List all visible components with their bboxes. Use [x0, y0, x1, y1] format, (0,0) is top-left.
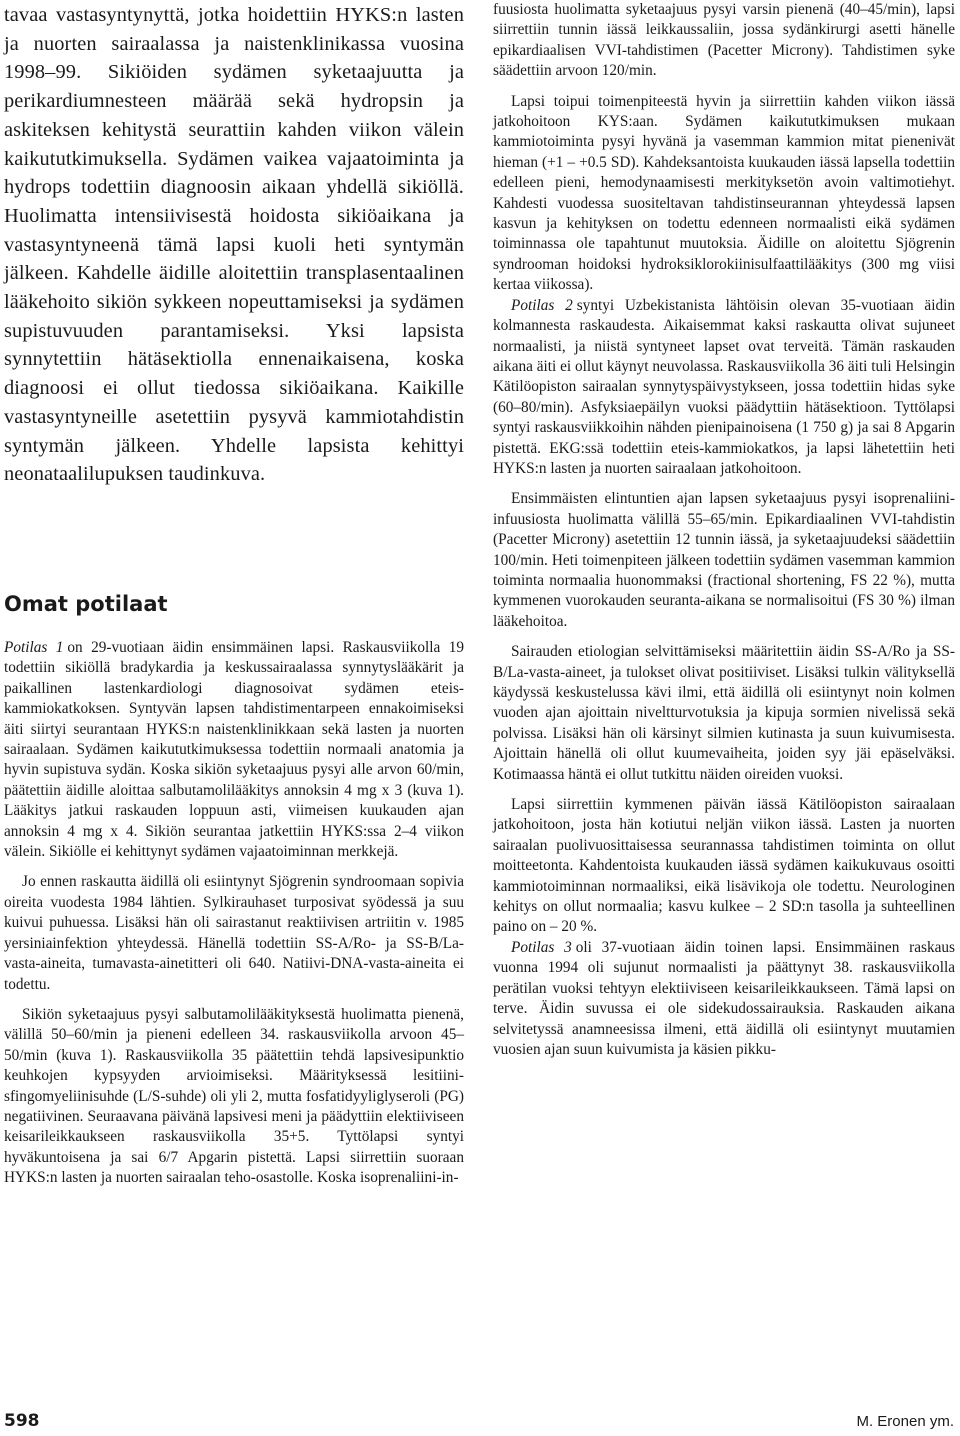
- case-1-label: Potilas 1: [4, 639, 64, 656]
- case-3-label: Potilas 3: [511, 938, 572, 956]
- case-2-paragraph: [493, 296, 955, 480]
- paragraph-first-hours: Ensimmäisten elintuntien ajan lapsen syketaajuus pysyi isoprenaliini-infuusiosta huolimatta välillä 55–65/min. Epikardiaalinen VVI-tahdistin (Pacetter Microny) asetettiin 12 tunnin iässä, ja syketaajuudeksi säädettiin 100/min. Heti toimenpiteen jälkeen todettiin sydämen vasemman kammion toiminta normaalia huonommaksi (fractional shortening, FS 22 %), mutta kymmenen vuorokauden seuranta-aikana se normalisoitui (FS 30 %) ilman lääkehoitoa.: [493, 490, 955, 630]
- paragraph-sjogren-history: Jo ennen raskautta äidillä oli esiintynyt Sjögrenin syndroomaan sopivia oireita vuodesta 1984 lähtien. Sylkirauhaset turposivat syödessä ja suu kuivui puhuessa. Lisäksi hän oli sairastanut reaktiivisen artriitin v. 1985 yersiniainfektion yhteydessä. Hänellä todettiin SS-A/Ro- ja SS-B/La-vasta-aineita, tumavasta-ainetitteri oli 640. Natiivi-DNA-vasta-aineita ei todettu.: [4, 873, 464, 993]
- right-body-text: [493, 0, 955, 1060]
- paragraph-recovery: Lapsi toipui toimenpiteestä hyvin ja siirrettiin kahden viikon iässä jatkohoitoon KYS:aan. Sydämen kaikututkimuksen mukaan kammiotoiminta pysyi hyvänä ja vasemman kammion mitat pienenivät hieman (+1 – +0.5 SD). Kahdeksantoista kuukauden iässä lapsella todettiin edelleen pieni, hemodynaamisesti merkityksetön avoin valtimotiehyt. Kahdesti vuodessa suositeltavan tahdistinseurannan yhteydessä lapsen kasvun ja kehityksen on todettu edenneen normaalisti eikä sydämen toiminnassa ole tapahtunut muutoksia. Äidille on aloitettu Sjögrenin syndrooman hoidoksi hydroksiklorokiinisulfaattilääkitys (300 mg viisi kertaa viikossa).: [493, 92, 955, 294]
- case-2-text: syntyi Uzbekistanista lähtöisin olevan 35-vuotiaan äidin kolmannesta raskaudesta. Aikaisemmat kaksi raskautta olivat sujuneet normaalisti, ja niistä syntyneet lapset ovat terveitä. Tämän raskauden aikana äiti ei ollut käynyt neuvolassa. Raskausviikolla 36 äiti tuli Helsingin Kätilöopiston sairaalan synnytyspäivystykseen, jossa todettiin hidas syke (60–80/min). Asfyksiaepäilyn vuoksi päädyttiin hätäsektioon. Tyttölapsi syntyi raskausviikkoihin nähden pienipainoisena (1 750 g) ja sai 8 Apgarin pistettä. EKG:ssä todettiin eteis-kammiokatkos, ja lapsi lähetettiin heti HYKS:n lasten ja nuorten sairaalaan jatkohoitoon.: [493, 296, 955, 477]
- page-number: 598: [4, 1411, 40, 1431]
- paragraph-follow-up: Lapsi siirrettiin kymmenen päivän iässä Kätilöopiston sairaalaan jatkohoitoon, josta hän kotiutui neljän viikon iässä. Lasten ja nuorten sairaalan puolivuosittaisessa seurannassa tahdistimen toiminta on ollut moitteetonta. Kahdentoista kuukauden iässä sydämen kaikukuvaus osoitti kammiotoiminnan normaaliksi, eikä lisävikoja ole todettu. Neurologinen kehitys on ollut normaalia; kasvu kulkee – 2 SD:n tasolla ja suhteellinen paino on – 20 %.: [493, 796, 955, 936]
- left-column: [4, 0, 464, 489]
- left-body-text: [4, 638, 464, 1189]
- paragraph-heart-rate: Sikiön syketaajuus pysyi salbutamolilääkityksestä huolimatta pienenä, välillä 50–60/min ja pieneni edelleen 34. raskausviikolla arvoon 45–50/min (kuva 1). Raskausviikolla 35 päätettiin tehdä lapsivesipunktio keuhkojen kypsyyden arvioimiseksi. Määrityksessä lesitiini-sfingomyeliinisuhde (L/S-suhde) oli yli 2, mutta fosfatidyyliglyseroli (PG) negatiivinen. Seuraavana päivänä lapsivesi meni ja päädyttiin elektiiviseen keisarileikkaukseen raskausviikolla 35+5. Tyttölapsi syntyi hyväkuntoisena ja sai 6/7 Apgarin pistettä. Lapsi siirrettiin suoraan HYKS:n lasten ja nuorten sairaalan teho-osastolle. Koska isoprenaliini-in-: [4, 1005, 464, 1187]
- intro-paragraph: tavaa vastasyntynyttä, jotka hoidettiin HYKS:n lasten ja nuorten sairaalassa ja naistenklinikassa vuosina 1998–99. Sikiöiden sydämen syketaajuutta ja perikardiumnesteen määrää sekä hydropsin ja askiteksen kehitystä seurattiin kahden viikon välein kaikututkimuksella. Sydämen vaikea vajaatoiminta ja hydrops todettiin diagnoosin aikaan yhdellä sikiöllä. Huolimatta intensiivisestä hoidosta sikiöaikana ja vastasyntyneenä tämä lapsi kuoli heti syntymän jälkeen. Kahdelle äidille aloitettiin transplasentaalinen lääkehoito sikiön sykkeen nopeuttamiseksi ja sydämen supistuvuuden parantamiseksi. Yksi lapsista synnytettiin hätäsektiolla ennenaikaisena, koska diagnoosi ei ollut tiedossa sikiöaikana. Kaikille vastasyntyneille asetettiin pysyvä kammiotahdistin syntymän jälkeen. Yhdelle lapsista kehittyi neonataalilupuksen taudinkuva.: [4, 4, 464, 486]
- running-author: M. Eronen ym.: [856, 1413, 954, 1430]
- case-2-label: Potilas 2: [511, 296, 573, 314]
- case-1-paragraph: [4, 638, 464, 862]
- paragraph-etiology: Sairauden etiologian selvittämiseksi määritettiin äidin SS-A/Ro ja SS-B/La-vasta-aineet, ja tulokset olivat positiiviset. Lisäksi tulkin välityksellä käydyssä keskustelussa kävi ilmi, että äidillä oli esiintynyt noin kolmen vuoden ajan ajoittain niveltturvotuksia ja kipuja sormien nivelissä sekä polvissa. Lisäksi hän oli kärsinyt silmien kutinasta ja suun kuivumisesta. Ajoittain hänellä oli ollut kuumevaiheita, joiden syy jäi epäselväksi. Kotimaassa häntä ei ollut tutkittu näiden oireiden vuoksi.: [493, 643, 955, 783]
- case-3-text: oli 37-vuotiaan äidin toinen lapsi. Ensimmäinen raskaus vuonna 1994 oli sujunut normaalisti ja päättynyt 38. raskausviikolla perätilan vuoksi tehtyyn elektiiviseen keisarileikkaukseen. Tämä lapsi on terve. Äidin suvussa ei ole sidekudossairauksia. Raskauden aikana selvitetyssä anamneesissa ilmeni, että äidillä oli esiintynyt muutamien vuosien ajan suun kuivumista ja käsien pikku-: [493, 938, 955, 1058]
- case-3-paragraph: [493, 938, 955, 1060]
- section-heading: Omat potilaat: [4, 592, 168, 616]
- case-1-text: on 29-vuotiaan äidin ensimmäinen lapsi. Raskausviikolla 19 todettiin sikiöllä bradykardia ja keskussairaalassa synnytyslääkärit ja paikallinen lastenkardiologi diagnosoivat sydämen eteis-kammiokatkoksen. Syntyvän lapsen tahdistimentarpeen ennakoimiseksi äiti siirtyi seurantaan HYKS:n naistenklinikkaan sekä lasten ja nuorten sairaalaan. Sydämen kaikututkimuksessa todettiin normaali anatomia ja hyvin supistuva sydän. Koska sikiön syketaajuus pysyi alle arvon 60/min, päätettiin äidille aloittaa salbutamolilääkitys annoksin 4 mg x 3 (kuva 1). Lääkitys jatkui raskauden loppuun asti, viimeisen kuukauden ajan annoksin 4 mg x 4. Sikiön seurantaa jatkettiin HYKS:ssa 2–4 viikon välein. Sikiölle ei kehittynyt sydämen vajaatoiminnan merkkejä.: [4, 639, 464, 861]
- paragraph-pacemaker: fuusiosta huolimatta syketaajuus pysyi varsin pienenä (40–45/min), lapsi siirrettiin tunnin iässä leikkaussaliin, jossa sydänkirurgi asetti hänelle epikardiaalisen VVI-tahdistimen (Pacetter Microny). Tahdistimen syke säädettiin arvoon 120/min.: [493, 1, 955, 80]
